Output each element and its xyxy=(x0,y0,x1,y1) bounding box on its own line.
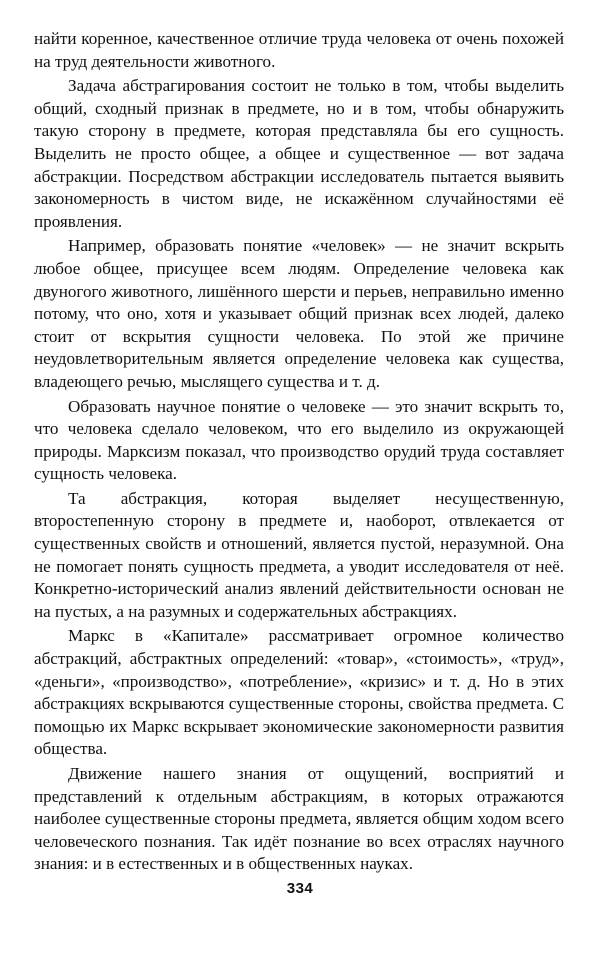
paragraph-marx-capital: Маркс в «Капитале» рассматривает огромное количество абстракций, абстрактных определений: «товар», «стоимость», «труд», «деньги», «производство», «потребление», «кризис» и т. д. Но в этих абстракциях вскрываются существенные стороны, свойства предмета. С помощью их Маркс вскрывает экономические закономерности развития общества. xyxy=(34,626,564,759)
paragraph-knowledge-movement: Движение нашего знания от ощущений, восприятий и представлений к отдельным абстракциям, в которых отражаются наиболее существенные стороны предмета, является общим ходом всего человеческого познания. Так идёт познание во всех отраслях научного знания: и в естественных и в общественных науках. xyxy=(34,764,564,874)
paragraph-human-concept-example: Например, образовать понятие «человек» — не значит вскрыть любое общее, присущее всем людям. Определение человека как двуногого животного, лишённого шерсти и перьев, неправильно именно потому, что оно, хотя и указывает общий признак всех людей, далеко стоит от вскрытия сущности человека. По этой же причине неудовлетворительным является определение человека как существа, владеющего речью, мыслящего существа и т. д. xyxy=(34,236,564,391)
paragraph-continuation: найти коренное, качественное отличие труда человека от очень похожей на труд деятельности животного. xyxy=(34,29,564,71)
paragraph-empty-abstraction: Та абстракция, которая выделяет несущественную, второстепенную сторону в предмете и, наоборот, отвлекается от существенных свойств и отношений, является пустой, неразумной. Она не помогает понять сущность предмета, а уводит исследователя от неё. Конкретно-исторический анализ явлений действительности основан не на пустых, а на разумных и содержательных абстракциях. xyxy=(34,488,564,621)
page-number: 334 xyxy=(286,880,314,897)
paragraph-abstraction-task: Задача абстрагирования состоит не только в том, чтобы выделить общий, сходный признак в предмете, но и в том, чтобы обнаружить такую сторону в предмете, которая представляла бы его сущность. Выделить не просто общее, а общее и существенное — вот задача абстракции. Посредством абстракции исследователь пытается выявить закономерность в чистом виде, не искажённом случайностями её проявления. xyxy=(34,76,564,231)
paragraph-scientific-concept: Образовать научное понятие о человеке — это значит вскрыть то, что человека сделало человеком, что его выделило из окружающей природы. Марксизм показал, что производство орудий труда составляет сущность человека. xyxy=(34,396,564,484)
page-body xyxy=(34,28,564,876)
